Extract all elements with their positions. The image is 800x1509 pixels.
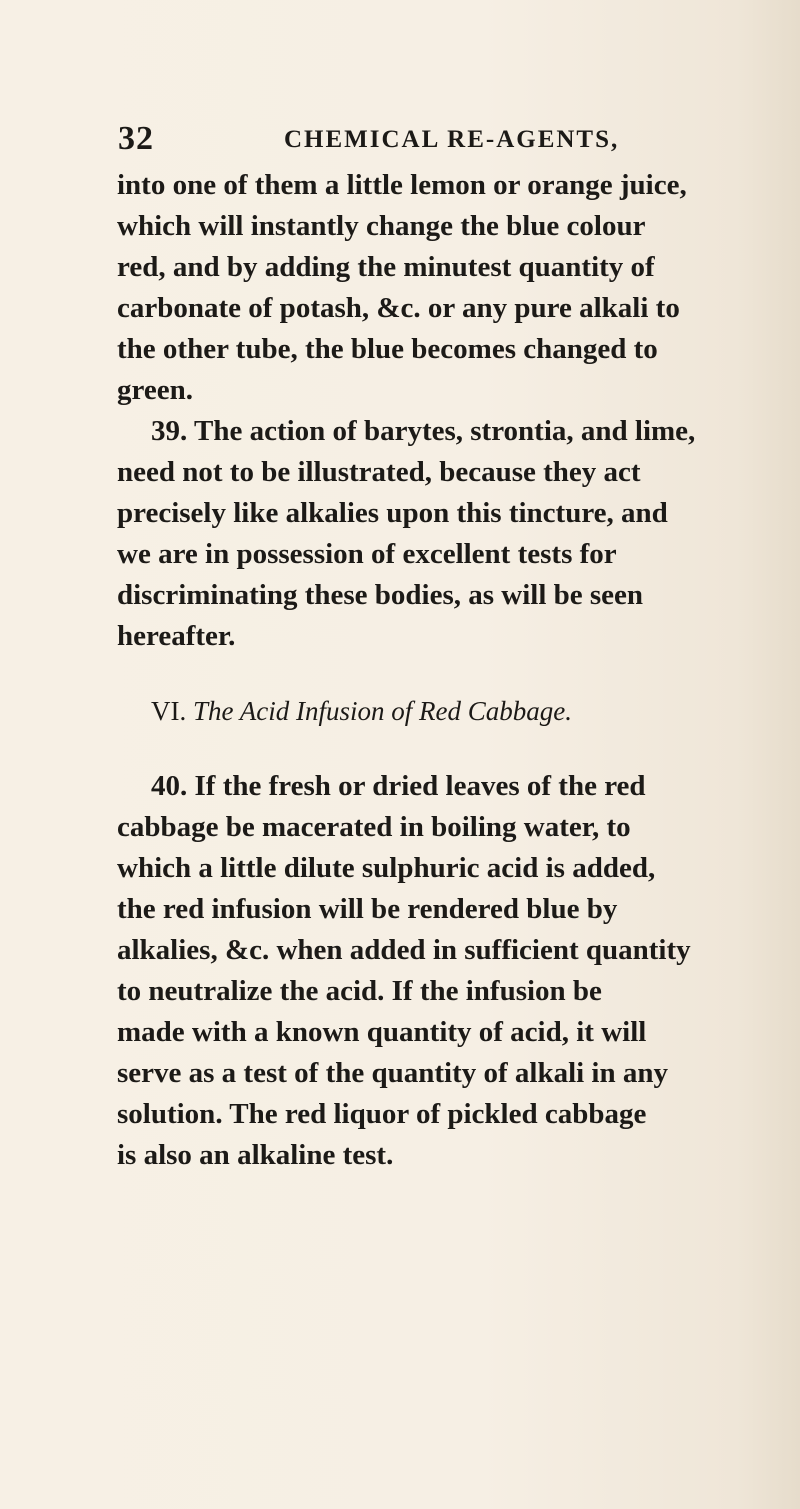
text-line: into one of them a little lemon or orange juice, (117, 169, 687, 201)
page-number: 32 (118, 120, 154, 157)
running-head: CHEMICAL RE-AGENTS, (284, 126, 620, 153)
text-line: to neutralize the acid. If the infusion be (117, 975, 602, 1007)
page-header (118, 120, 678, 160)
section-title: The Acid Infusion of Red Cabbage. (193, 696, 572, 726)
text-line: alkalies, &c. when added in sufficient quantity (117, 934, 691, 966)
body-text (117, 165, 765, 1176)
text-line: discriminating these bodies, as will be seen (117, 579, 644, 611)
text-line: we are in possession of excellent tests for (117, 538, 617, 570)
text-line: which a little dilute sulphuric acid is added, (117, 852, 656, 884)
section-heading (117, 691, 765, 732)
text-line: carbonate of potash, &c. or any pure alkali to (117, 292, 680, 324)
text-line: the red infusion will be rendered blue by (117, 893, 618, 925)
text-line: which will instantly change the blue colour (117, 210, 646, 242)
text-line: red, and by adding the minutest quantity of (117, 251, 655, 283)
text-line: need not to be illustrated, because they act (117, 456, 641, 488)
paragraph-continued (117, 165, 765, 411)
text-line: the other tube, the blue becomes changed to (117, 333, 658, 365)
text-line: green. (117, 374, 193, 406)
text-line: hereafter. (117, 620, 236, 652)
text-line: cabbage be macerated in boiling water, to (117, 811, 631, 843)
text-line: serve as a test of the quantity of alkali in any (117, 1057, 668, 1089)
paragraph-40 (117, 766, 765, 1176)
text-line: 39. The action of barytes, strontia, and lime, (151, 415, 696, 447)
text-line: 40. If the fresh or dried leaves of the red (151, 770, 646, 802)
paragraph-39 (117, 411, 765, 657)
text-line: solution. The red liquor of pickled cabbage (117, 1098, 647, 1130)
text-line: precisely like alkalies upon this tincture, and (117, 497, 668, 529)
text-line: is also an alkaline test. (117, 1139, 394, 1171)
text-line: made with a known quantity of acid, it will (117, 1016, 647, 1048)
section-number: VI. (151, 696, 187, 726)
